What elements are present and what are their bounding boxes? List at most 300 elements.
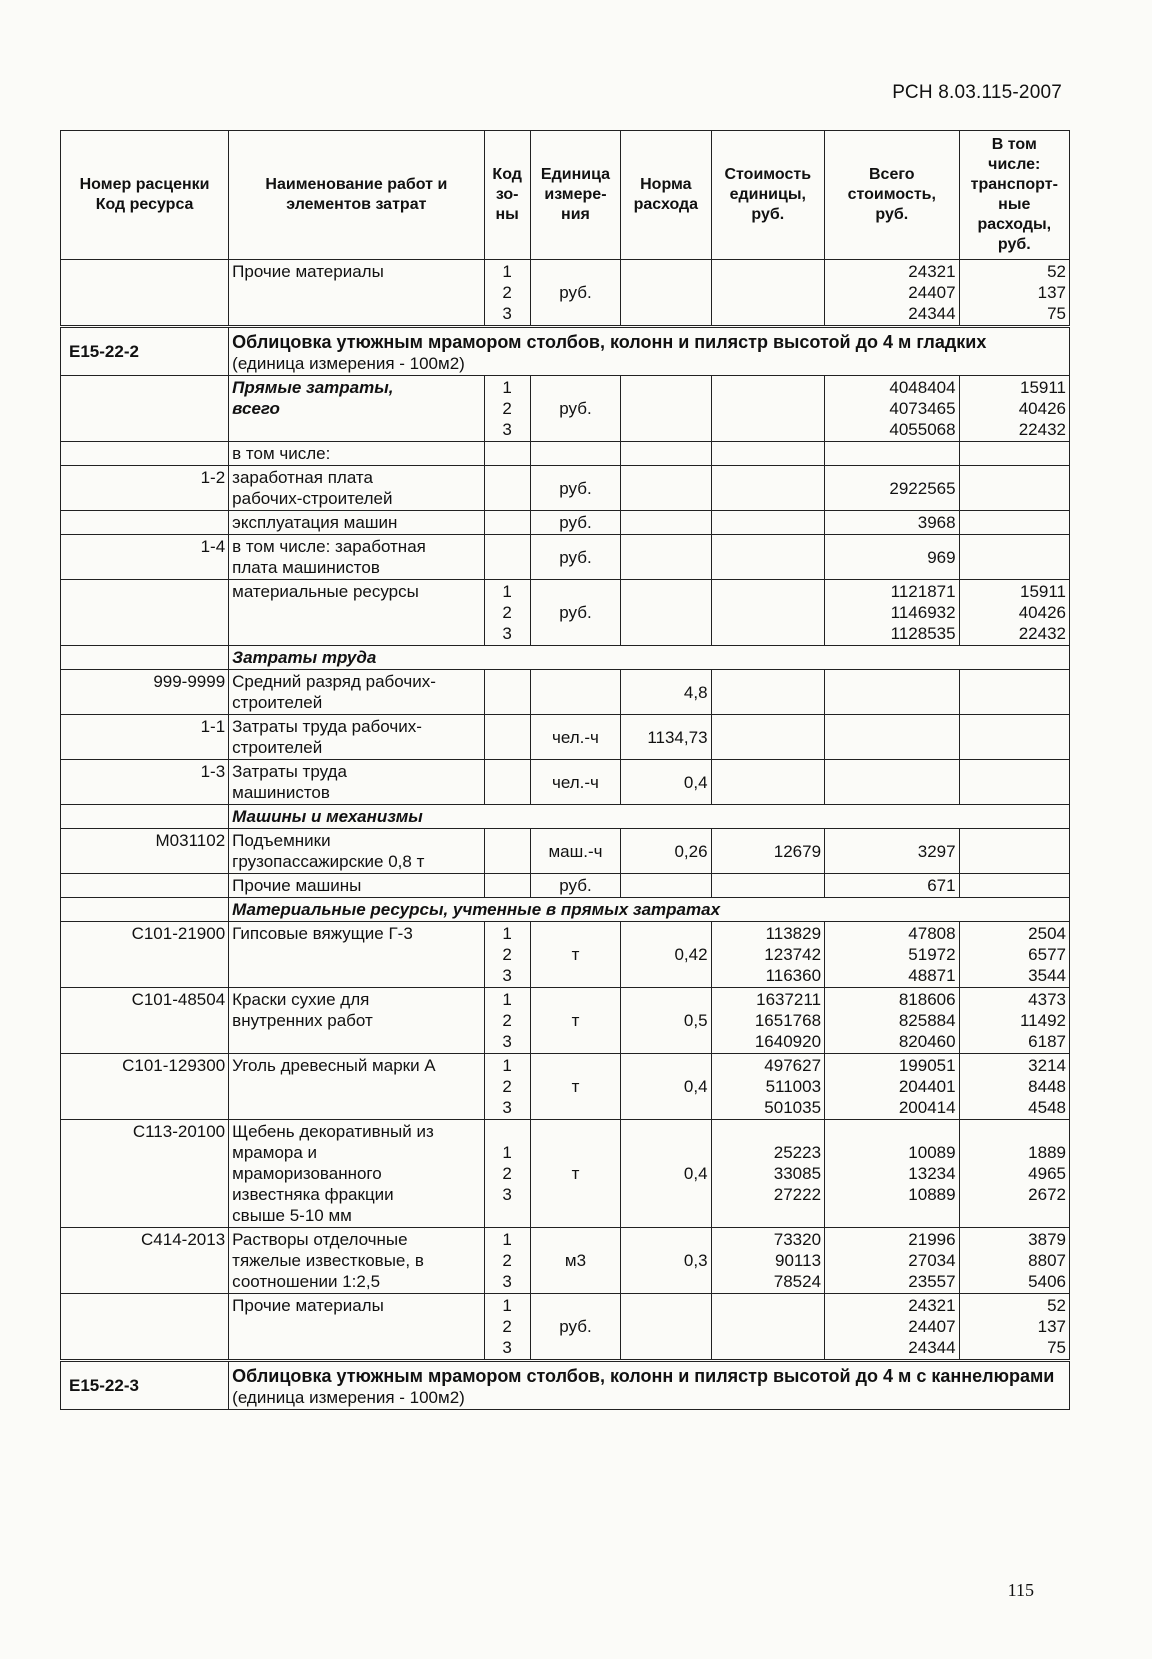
zone-codes (484, 988, 530, 1054)
cell-line: 969 (927, 547, 956, 567)
cell-line: руб. (751, 206, 785, 223)
cell-line: 2922565 (889, 478, 956, 498)
table-row (61, 1054, 1070, 1120)
unit: руб. (530, 466, 620, 511)
norm (621, 466, 711, 511)
resource-code (61, 442, 229, 466)
transport-cost (959, 988, 1069, 1054)
cost-item-name (229, 829, 484, 874)
unit: руб. (530, 580, 620, 646)
resource-code (61, 874, 229, 898)
cell-line: 75 (1047, 304, 1066, 323)
cell-line: Наименование работ и (265, 176, 448, 193)
cell-line: 1 (502, 378, 512, 397)
norm: 0,4 (621, 1054, 711, 1120)
cell-line: 11492 (1019, 1011, 1066, 1030)
rate-unit-note: (единица измерения - 100м2) (232, 1388, 465, 1407)
zone-codes (484, 442, 530, 466)
resource-code: 1-3 (61, 760, 229, 805)
unit: руб. (530, 260, 620, 327)
unit: руб. (530, 535, 620, 580)
cell-line: 1 (502, 990, 512, 1009)
cell-line: известняка фракции (232, 1185, 394, 1204)
cost-item-name (229, 580, 484, 646)
total-cost (825, 715, 960, 760)
transport-cost (959, 466, 1069, 511)
resource-code (61, 260, 229, 327)
cell-line: 116360 (765, 966, 822, 985)
section-code (61, 805, 229, 829)
resource-code: М031102 (61, 829, 229, 874)
cell-line: 8448 (1028, 1077, 1066, 1096)
cell-line: 3 (502, 304, 512, 323)
cell-line: 24407 (908, 1317, 956, 1336)
cell-line: 2 (502, 1164, 512, 1183)
cell-line: 10889 (908, 1185, 956, 1204)
cell-line: 1128535 (890, 624, 956, 643)
cell-line: Всего (869, 166, 915, 183)
unit-price (711, 874, 825, 898)
norm (621, 260, 711, 327)
section-row (61, 898, 1070, 922)
cell-line: 6187 (1028, 1032, 1066, 1051)
unit: т (530, 1120, 620, 1228)
cell-line: заработная плата (232, 468, 373, 487)
rate-code: Е15-22-3 (61, 1361, 229, 1410)
cell-line: 3 (502, 1185, 512, 1204)
unit-price (711, 376, 825, 442)
total-cost (825, 760, 960, 805)
total-cost (825, 1228, 960, 1294)
cell-line: 1 (502, 262, 512, 281)
cell-line: рабочих-строителей (232, 489, 393, 508)
table-row (61, 922, 1070, 988)
cost-item-name (229, 988, 484, 1054)
cell-line: 2 (502, 1251, 512, 1270)
rate-code: Е15-22-2 (61, 327, 229, 376)
cell-line: 15911 (1019, 378, 1066, 397)
table-row (61, 760, 1070, 805)
table-row (61, 535, 1070, 580)
cell-line: Прочие машины (232, 876, 362, 895)
unit: т (530, 988, 620, 1054)
cell-line: 200414 (898, 1098, 956, 1117)
cell-line: Краски сухие для (232, 990, 370, 1009)
price-table (60, 130, 1070, 1410)
section-row (61, 805, 1070, 829)
cell-line: единицы, (729, 186, 806, 203)
cell-line: Код (492, 166, 522, 183)
cell-line: 137 (1037, 283, 1066, 302)
cost-item-name (229, 874, 484, 898)
section-code (61, 898, 229, 922)
cell-line: 4048404 (889, 378, 956, 397)
rate-title (229, 1361, 1070, 1410)
cell-line: 1 (502, 582, 512, 601)
cell-line: 15911 (1019, 582, 1066, 601)
cost-item-name (229, 715, 484, 760)
norm (621, 1294, 711, 1361)
unit: т (530, 1054, 620, 1120)
cell-line: 204401 (898, 1077, 956, 1096)
unit: чел.-ч (530, 715, 620, 760)
unit: м3 (530, 1228, 620, 1294)
cell-line: 27034 (908, 1251, 956, 1270)
unit-price (711, 511, 825, 535)
cell-line: соотношении 1:2,5 (232, 1272, 381, 1291)
cell-line: 1651768 (754, 1011, 822, 1030)
cell-line: Растворы отделочные (232, 1230, 408, 1249)
total-cost (825, 988, 960, 1054)
resource-code (61, 376, 229, 442)
cell-line: Затраты труда рабочих- (232, 717, 422, 736)
table-row (61, 466, 1070, 511)
unit-price (711, 988, 825, 1054)
cell-line: 4548 (1028, 1098, 1066, 1117)
cell-line: ния (561, 206, 590, 223)
transport-cost (959, 829, 1069, 874)
cell-line: 27222 (773, 1185, 822, 1204)
total-cost (825, 535, 960, 580)
cell-line: 8807 (1028, 1251, 1066, 1270)
section-title: Материальные ресурсы, учтенные в прямых затратах (229, 898, 1070, 922)
cell-line: Затраты труда (232, 762, 347, 781)
transport-cost (959, 535, 1069, 580)
total-cost (825, 511, 960, 535)
cell-line: 497627 (764, 1056, 822, 1075)
table-row (61, 829, 1070, 874)
table-row (61, 442, 1070, 466)
cell-line: 1121871 (890, 582, 956, 601)
norm (621, 511, 711, 535)
section-title: Затраты труда (229, 646, 1070, 670)
unit-price (711, 1294, 825, 1361)
table-body (61, 260, 1070, 1410)
table-row (61, 580, 1070, 646)
cell-line: 1 (502, 1056, 512, 1075)
cell-line: 24344 (908, 1338, 956, 1357)
table-row (61, 1120, 1070, 1228)
cost-item-name (229, 511, 484, 535)
unit-price (711, 466, 825, 511)
cell-line: в том числе: заработная (232, 537, 426, 556)
zone-codes (484, 1228, 530, 1294)
unit: руб. (530, 1294, 620, 1361)
transport-cost (959, 511, 1069, 535)
cell-line: 1637211 (756, 990, 822, 1009)
zone-codes (484, 670, 530, 715)
header-unit (530, 131, 620, 260)
cell-line: 48871 (908, 966, 956, 985)
unit-price (711, 580, 825, 646)
header-zone (484, 131, 530, 260)
cell-line: 13234 (908, 1164, 956, 1183)
norm: 0,5 (621, 988, 711, 1054)
resource-code: С101-48504 (61, 988, 229, 1054)
cell-line: Стоимость (724, 166, 812, 183)
section-code (61, 646, 229, 670)
table-row (61, 715, 1070, 760)
unit: руб. (530, 874, 620, 898)
norm (621, 580, 711, 646)
rate-title (229, 327, 1070, 376)
norm: 0,3 (621, 1228, 711, 1294)
cell-line: стоимость, (847, 186, 936, 203)
cell-line: тяжелые известковые, в (232, 1251, 424, 1270)
cell-line: 4055068 (889, 420, 956, 439)
cell-line: Номер расценки (79, 176, 210, 193)
cell-line: 3544 (1028, 966, 1066, 985)
unit (530, 670, 620, 715)
resource-code: 1-1 (61, 715, 229, 760)
zone-codes (484, 580, 530, 646)
cost-item-name (229, 466, 484, 511)
transport-cost (959, 260, 1069, 327)
cell-line: 47808 (908, 924, 956, 943)
transport-cost (959, 1294, 1069, 1361)
cell-line: 1640920 (754, 1032, 822, 1051)
cell-line: ны (495, 206, 519, 223)
cell-line: 2 (502, 283, 512, 302)
resource-code (61, 580, 229, 646)
cell-line: Прочие материалы (232, 1296, 384, 1315)
cell-line: элементов затрат (286, 196, 427, 213)
cell-line: 3214 (1028, 1056, 1066, 1075)
cell-line: 40426 (1018, 399, 1066, 418)
unit-price (711, 260, 825, 327)
cost-item-name (229, 1120, 484, 1228)
cell-line: материальные ресурсы (232, 582, 419, 601)
total-cost (825, 1054, 960, 1120)
cell-line: 4073465 (889, 399, 956, 418)
cell-line: грузопассажирские 0,8 т (232, 852, 425, 871)
cell-line: 3297 (917, 841, 956, 861)
cell-line: 2 (502, 1011, 512, 1030)
cell-line: 10089 (908, 1143, 956, 1162)
cell-line: 21996 (908, 1230, 956, 1249)
cell-line: 820460 (898, 1032, 956, 1051)
norm (621, 874, 711, 898)
resource-code: С113-20100 (61, 1120, 229, 1228)
cost-item-name (229, 1228, 484, 1294)
cell-line: в том числе: (232, 444, 331, 463)
table-row (61, 511, 1070, 535)
cell-line: 23557 (908, 1272, 956, 1291)
cell-line: руб. (875, 206, 909, 223)
cell-line: 4373 (1028, 990, 1066, 1009)
cell-line: 2 (502, 399, 512, 418)
transport-cost (959, 874, 1069, 898)
zone-codes (484, 1294, 530, 1361)
unit-price (711, 535, 825, 580)
cell-line: 123742 (764, 945, 822, 964)
cell-line: расхода (633, 196, 699, 213)
transport-cost (959, 442, 1069, 466)
table-row (61, 376, 1070, 442)
total-cost (825, 376, 960, 442)
zone-codes (484, 535, 530, 580)
cell-line: 22432 (1018, 420, 1066, 439)
cell-line: 33085 (773, 1164, 822, 1183)
unit-price (711, 1228, 825, 1294)
cell-line: 2 (502, 1317, 512, 1336)
total-cost (825, 442, 960, 466)
header-norm (621, 131, 711, 260)
cell-line: 51972 (908, 945, 956, 964)
cell-line: 3 (502, 1098, 512, 1117)
section-row (61, 646, 1070, 670)
zone-codes (484, 260, 530, 327)
transport-cost (959, 1054, 1069, 1120)
cell-line: Средний разряд рабочих- (232, 672, 436, 691)
transport-cost (959, 715, 1069, 760)
cell-line: мраморизованного (232, 1164, 382, 1183)
unit-price (711, 1054, 825, 1120)
cell-line: ные (998, 196, 1031, 213)
transport-cost (959, 670, 1069, 715)
cell-line: строителей (232, 738, 323, 757)
resource-code: 999-9999 (61, 670, 229, 715)
norm (621, 376, 711, 442)
rate-title-text: Облицовка утюжным мрамором столбов, колонн и пилястр высотой до 4 м гладких (232, 332, 987, 352)
cell-line: 90113 (775, 1251, 822, 1270)
unit-price (711, 760, 825, 805)
total-cost (825, 1294, 960, 1361)
cell-line: 1146932 (890, 603, 956, 622)
unit-price (711, 922, 825, 988)
cell-line: 3 (502, 420, 512, 439)
cell-line: 3 (502, 1272, 512, 1291)
rate-unit-note: (единица измерения - 100м2) (232, 354, 465, 373)
document-code: РСН 8.03.115-2007 (892, 82, 1062, 103)
table-row (61, 1294, 1070, 1361)
section-title: Машины и механизмы (229, 805, 1070, 829)
total-cost (825, 1120, 960, 1228)
cell-line: 1 (502, 1230, 512, 1249)
cell-line: внутренних работ (232, 1011, 373, 1030)
cell-line: Норма (640, 176, 692, 193)
cell-line: 501035 (764, 1098, 822, 1117)
cell-line: Код ресурса (95, 196, 194, 213)
cell-line: 137 (1037, 1317, 1066, 1336)
cell-line: 671 (927, 876, 956, 895)
zone-codes (484, 1054, 530, 1120)
cell-line: 818606 (898, 990, 956, 1009)
header-code (61, 131, 229, 260)
cell-line: расходы, (977, 216, 1052, 233)
cost-item-name (229, 670, 484, 715)
cell-line: Щебень декоративный из (232, 1122, 434, 1141)
cell-line: свыше 5-10 мм (232, 1206, 352, 1225)
resource-code: 1-4 (61, 535, 229, 580)
total-cost (825, 580, 960, 646)
transport-cost (959, 580, 1069, 646)
cost-item-name (229, 260, 484, 327)
cell-line: зо- (495, 186, 519, 203)
cell-line: 2 (502, 603, 512, 622)
cell-line: 4965 (1028, 1164, 1066, 1183)
cell-line: измере- (544, 186, 607, 203)
header-transport (959, 131, 1069, 260)
unit-price (711, 715, 825, 760)
total-cost (825, 874, 960, 898)
cell-line: руб. (997, 236, 1031, 253)
cell-line: 75 (1047, 1338, 1066, 1357)
cell-line: Единица (540, 166, 611, 183)
zone-codes (484, 760, 530, 805)
cell-line: 511003 (765, 1077, 822, 1096)
cell-line: 25223 (773, 1143, 822, 1162)
norm: 0,42 (621, 922, 711, 988)
cost-item-name (229, 535, 484, 580)
cell-line: 2 (502, 945, 512, 964)
zone-codes (484, 829, 530, 874)
norm: 0,4 (621, 760, 711, 805)
cell-line: 3 (502, 1032, 512, 1051)
cell-line: числе: (988, 156, 1041, 173)
cell-line: всего (232, 399, 280, 418)
cell-line: плата машинистов (232, 558, 380, 577)
cell-line: 40426 (1018, 603, 1066, 622)
cost-item-name (229, 442, 484, 466)
unit-price (711, 1120, 825, 1228)
cell-line: 78524 (773, 1272, 822, 1291)
cell-line: 1 (502, 924, 512, 943)
norm: 0,26 (621, 829, 711, 874)
resource-code: С101-21900 (61, 922, 229, 988)
cost-item-name (229, 760, 484, 805)
cell-line: 113829 (765, 924, 822, 943)
total-cost (825, 670, 960, 715)
cost-item-name (229, 1294, 484, 1361)
rate-title-text: Облицовка утюжным мрамором столбов, колонн и пилястр высотой до 4 м с каннелюрами (232, 1366, 1055, 1386)
unit: маш.-ч (530, 829, 620, 874)
norm: 4,8 (621, 670, 711, 715)
cell-line: мрамора и (232, 1143, 318, 1162)
transport-cost (959, 922, 1069, 988)
zone-codes (484, 466, 530, 511)
header-total (825, 131, 960, 260)
unit-price (711, 829, 825, 874)
unit: т (530, 922, 620, 988)
table-row (61, 670, 1070, 715)
header-name (229, 131, 484, 260)
unit (530, 442, 620, 466)
zone-codes (484, 376, 530, 442)
cell-line: 2504 (1028, 924, 1066, 943)
zone-codes (484, 922, 530, 988)
zone-codes (484, 874, 530, 898)
norm: 1134,73 (621, 715, 711, 760)
rate-title-row (61, 1361, 1070, 1410)
zone-codes (484, 511, 530, 535)
rate-title-row (61, 327, 1070, 376)
header-price (711, 131, 825, 260)
cell-line: Прочие материалы (232, 262, 384, 281)
norm: 0,4 (621, 1120, 711, 1228)
cell-line: 825884 (898, 1011, 956, 1030)
zone-codes (484, 1120, 530, 1228)
cell-line: 3 (502, 1338, 512, 1357)
table-row (61, 260, 1070, 327)
total-cost (825, 466, 960, 511)
unit: чел.-ч (530, 760, 620, 805)
cell-line: 2672 (1028, 1185, 1066, 1204)
transport-cost (959, 760, 1069, 805)
cell-line: В том (991, 136, 1037, 153)
resource-code (61, 1294, 229, 1361)
cell-line: машинистов (232, 783, 330, 802)
